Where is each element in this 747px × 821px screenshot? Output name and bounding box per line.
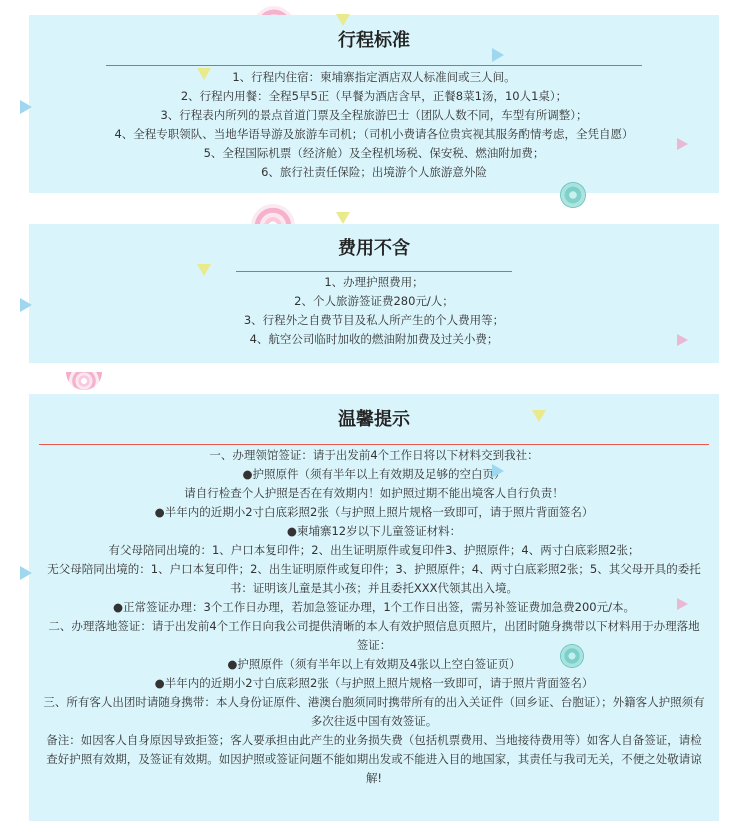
pink-triangle-decoration [677,334,688,346]
section-title: 行程标准 [338,30,410,51]
list-item: ●护照原件（须有半年以上有效期及足够的空白页） [242,467,506,481]
title-divider [236,271,512,272]
list-item: 3、行程表内所列的景点首道门票及全程旅游巴士（团队人数不同，车型有所调整）； [160,108,588,122]
yellow-triangle-decoration [532,410,546,422]
list-item: 2、个人旅游签证费280元/人； [294,294,454,308]
pink-flower-decoration [66,372,102,390]
blue-triangle-decoration [492,48,504,62]
list-item: ●半年内的近期小2寸白底彩照2张（与护照上照片规格一致即可，请于照片背面签名） [154,676,594,690]
list-item: 4、航空公司临时加收的燃油附加费及过关小费； [249,332,499,346]
list-item: 有父母陪同出境的：1、户口本复印件；2、出生证明原件或复印件3、护照原件；4、两寸白底彩照2张； [108,543,640,557]
list-item: 备注：如因客人自身原因导致拒签；客人要承担由此产生的业务损失费（包括机票费用、当地接待费用等）如客人自备签证，请检查好护照有效期，及签证有效期。如因护照或签证问题不能如期出发或不能进入目的地国家，其责任与我司无关，不便之处敬请谅解! [46,733,702,785]
list-item: 6、旅行社责任保险；出境游个人旅游意外险 [261,165,487,179]
list-item: ●护照原件（须有半年以上有效期及4张以上空白签证页） [227,657,521,671]
yellow-triangle-decoration [336,14,350,26]
list-item: 三、所有客人出团时请随身携带：本人身份证原件、港澳台胞须同时携带所有的出入关证件（回乡证、台胞证）；外籍客人护照须有多次往返中国有效签证。 [43,695,705,728]
list-item: 1、办理护照费用； [324,275,424,289]
blue-triangle-decoration [20,298,32,312]
list-item: 4、全程专职领队、当地华语导游及旅游车司机；（司机小费请各位贵宾视其服务酌情考虑，全凭自愿） [114,127,634,141]
fees-excluded-section [29,224,719,363]
list-item: ●半年内的近期小2寸白底彩照2张（与护照上照片规格一致即可，请于照片背面签名） [154,505,594,519]
list-item: 请自行检查个人护照是否在有效期内！如护照过期不能出境客人自行负责！ [184,486,564,500]
itinerary-standard-section [29,15,719,193]
list-item: ●柬埔寨12岁以下儿童签证材料： [286,524,462,538]
list-item: 二、办理落地签证：请于出发前4个工作日向我公司提供清晰的本人有效护照信息页照片，出团时随身携带以下材料用于办理落地签证： [48,619,700,652]
pink-triangle-decoration [677,138,688,150]
blue-triangle-decoration [492,464,504,478]
title-divider [106,65,642,66]
pink-triangle-decoration [677,598,688,610]
teal-flower-decoration [560,182,586,208]
teal-flower-decoration [560,644,584,668]
list-item: 2、行程内用餐：全程5早5正（早餐为酒店含早，正餐8菜1汤，10人1桌）； [180,89,568,103]
section-title: 费用不含 [338,238,410,259]
blue-triangle-decoration [20,100,32,114]
list-item: 无父母陪同出境的：1、户口本复印件；2、出生证明原件或复印件；3、护照原件；4、两寸白底彩照2张；5、其父母开具的委托书：证明该儿童是其小孩；并且委托XXX代领其出入境。 [47,562,701,595]
list-item: 3、行程外之自费节目及私人所产生的个人费用等； [243,313,505,327]
yellow-triangle-decoration [197,68,211,80]
title-divider [39,444,709,445]
list-item: 5、全程国际机票（经济舱）及全程机场税、保安税、燃油附加费； [203,146,545,160]
blue-triangle-decoration [20,566,32,580]
section-title: 温馨提示 [338,409,410,430]
list-item: 1、行程内住宿：柬埔寨指定酒店双人标准间或三人间。 [232,70,516,84]
list-item: ●正常签证办理：3个工作日办理，若加急签证办理，1个工作日出签，需另补签证费加急费200元/本。 [113,600,635,614]
warm-tips-section [29,394,719,821]
yellow-triangle-decoration [197,264,211,276]
list-item: 一、办理领馆签证：请于出发前4个工作日将以下材料交到我社： [209,448,539,462]
yellow-triangle-decoration [336,212,350,224]
